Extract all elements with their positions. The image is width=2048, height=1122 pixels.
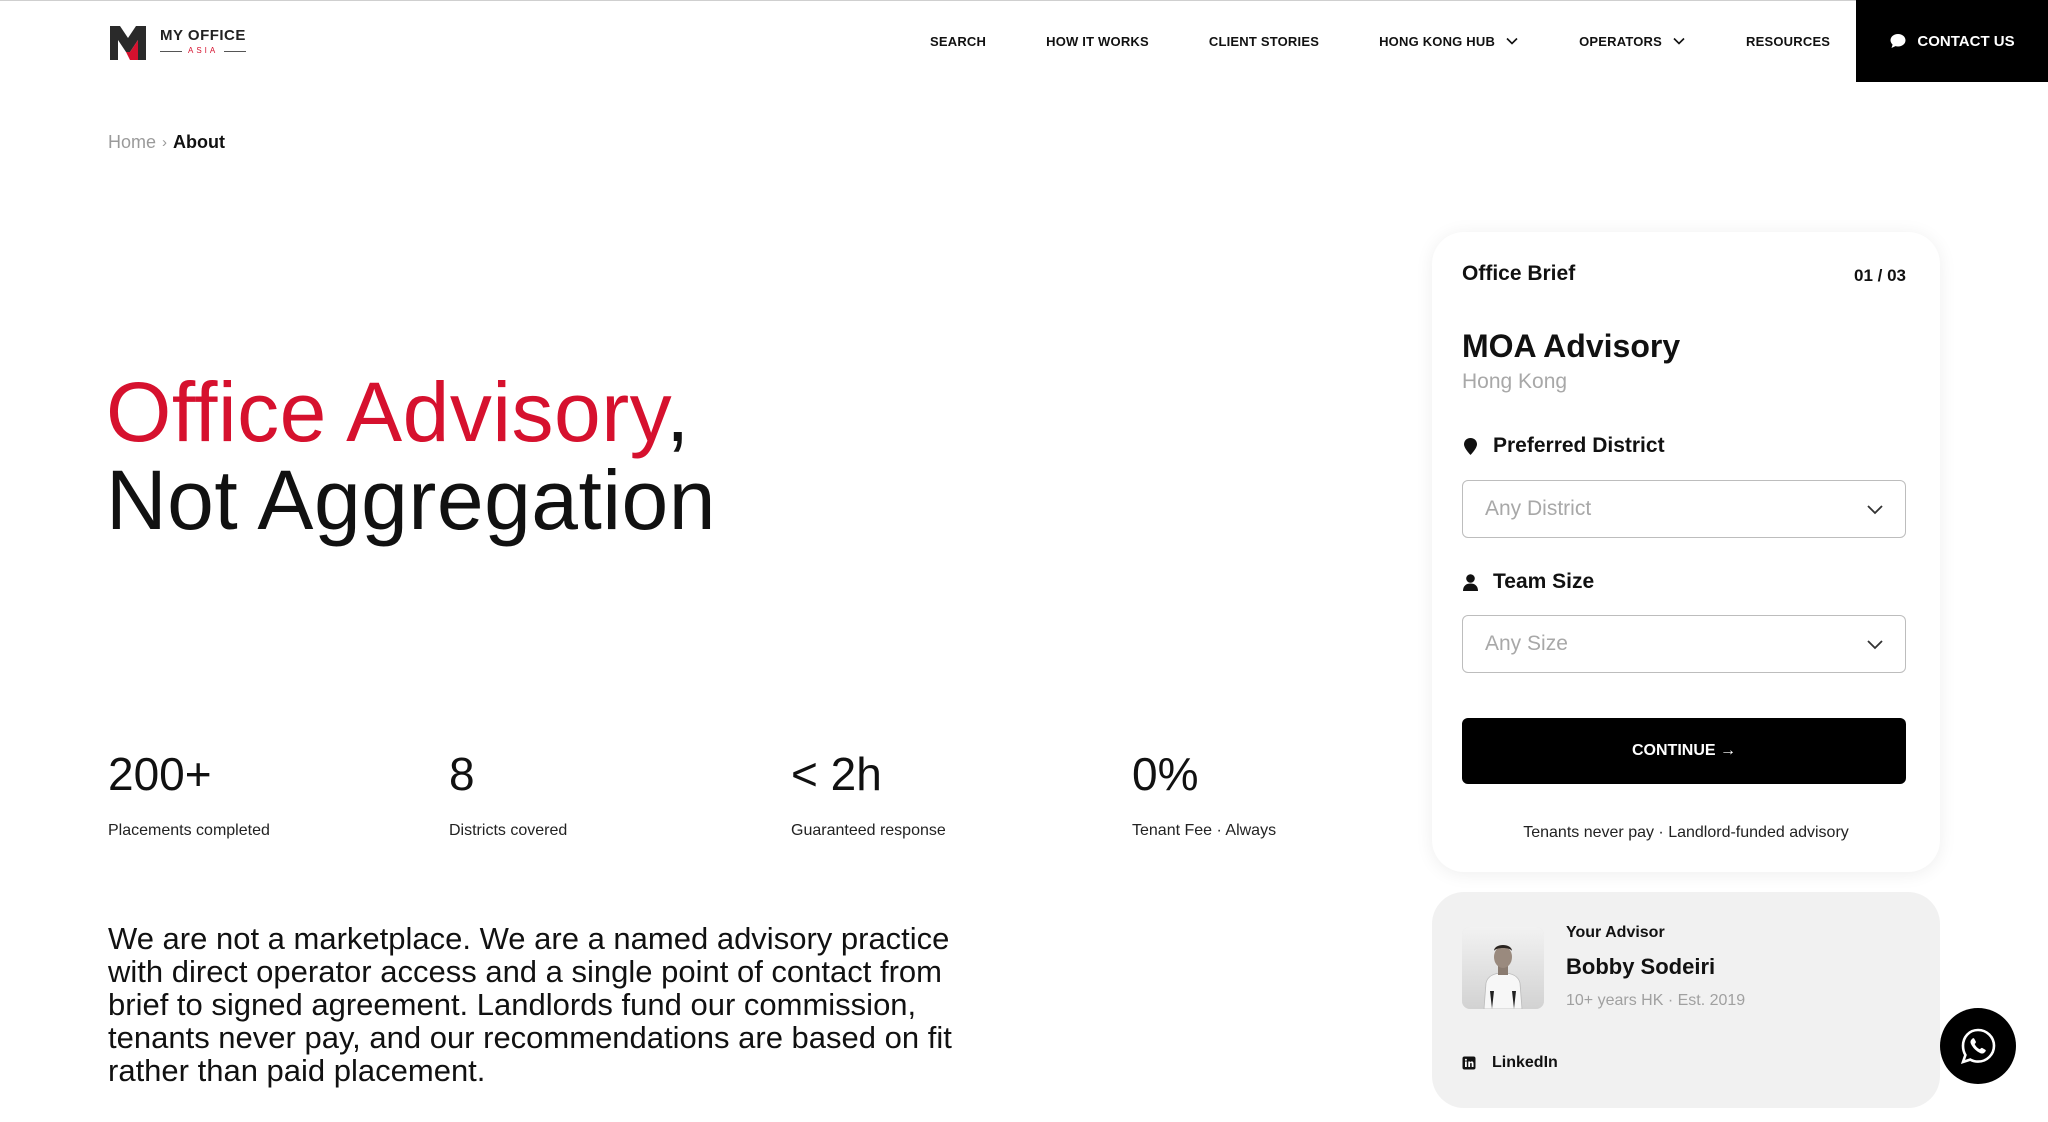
brief-location: Hong Kong bbox=[1462, 370, 1568, 393]
about-paragraph: We are not a marketplace. We are a named advisory practice with direct operator access and a single point of contact from brief to signed agreement. Landlords fund our commission, tenants never pay, and our recommendations are based on fit rather than paid placement. bbox=[108, 921, 952, 1088]
nav-client-stories[interactable] bbox=[1209, 34, 1319, 49]
team-size-label-text: Team Size bbox=[1493, 570, 1595, 593]
stat-label: Placements completed bbox=[108, 822, 270, 839]
team-size-field-label bbox=[1462, 570, 1594, 594]
stat-label: Guaranteed response bbox=[791, 822, 946, 839]
chevron-down-icon bbox=[1505, 34, 1519, 48]
continue-button[interactable] bbox=[1462, 718, 1906, 784]
stat-value: 0% bbox=[1132, 748, 1199, 800]
page-title bbox=[106, 365, 716, 547]
hero-comma: , bbox=[665, 365, 690, 459]
nav-resources[interactable] bbox=[1746, 34, 1830, 49]
breadcrumb-current: About bbox=[173, 132, 225, 152]
advisor-name: Bobby Sodeiri bbox=[1566, 954, 1716, 979]
stat-label: Districts covered bbox=[449, 822, 568, 839]
nav-label: OPERATORS bbox=[1579, 33, 1663, 49]
stat-districts bbox=[449, 748, 567, 840]
logo-name: MY OFFICE bbox=[160, 27, 246, 44]
nav-label: HONG KONG HUB bbox=[1379, 33, 1496, 49]
nav-label: SEARCH bbox=[930, 33, 987, 49]
chat-bubble-icon bbox=[1889, 32, 1907, 50]
linkedin-label: LinkedIn bbox=[1492, 1054, 1558, 1071]
nav-how-it-works[interactable] bbox=[1046, 34, 1149, 49]
hero-title-line2: Not Aggregation bbox=[106, 453, 716, 547]
whatsapp-button[interactable] bbox=[1940, 1008, 2016, 1084]
district-select[interactable] bbox=[1462, 480, 1906, 538]
brief-step-indicator: 01 / 03 bbox=[1854, 266, 1906, 285]
stat-value: < 2h bbox=[791, 748, 882, 800]
nav-label: HOW IT WORKS bbox=[1046, 33, 1149, 49]
linkedin-link[interactable] bbox=[1462, 1054, 1558, 1072]
brief-company-name: MOA Advisory bbox=[1462, 328, 1681, 364]
stat-value: 8 bbox=[449, 748, 475, 800]
advisor-card bbox=[1432, 892, 1940, 1108]
team-size-select-value: Any Size bbox=[1485, 632, 1568, 655]
user-icon bbox=[1462, 573, 1479, 592]
district-label-text: Preferred District bbox=[1493, 434, 1665, 457]
logo-rule bbox=[224, 51, 246, 52]
whatsapp-icon bbox=[1957, 1025, 1999, 1067]
brief-title: Office Brief bbox=[1462, 262, 1576, 285]
stat-response bbox=[791, 748, 946, 840]
breadcrumb-separator: › bbox=[162, 134, 168, 151]
chevron-down-icon bbox=[1672, 34, 1686, 48]
chevron-down-icon bbox=[1865, 499, 1885, 519]
advisor-meta: 10+ years HK · Est. 2019 bbox=[1566, 992, 1746, 1009]
stat-value: 200+ bbox=[108, 748, 212, 800]
team-size-select[interactable] bbox=[1462, 615, 1906, 673]
nav-hong-kong-hub[interactable] bbox=[1379, 34, 1519, 49]
brief-footnote: Tenants never pay · Landlord-funded advisory bbox=[1523, 824, 1849, 841]
stat-placements bbox=[108, 748, 270, 840]
logo-sub-row bbox=[160, 46, 246, 56]
nav-label: RESOURCES bbox=[1746, 33, 1831, 49]
main-nav bbox=[930, 0, 1830, 82]
contact-us-label: CONTACT US bbox=[1917, 32, 2015, 50]
nav-label: CLIENT STORIES bbox=[1208, 33, 1320, 49]
logo-sub: ASIA bbox=[188, 46, 219, 55]
contact-us-button[interactable] bbox=[1856, 0, 2048, 82]
hero-title-accent: Office Advisory bbox=[106, 365, 666, 459]
nav-operators[interactable] bbox=[1579, 34, 1686, 49]
district-select-value: Any District bbox=[1485, 497, 1592, 520]
district-field-label bbox=[1462, 434, 1665, 458]
linkedin-icon bbox=[1462, 1056, 1476, 1070]
nav-search[interactable] bbox=[930, 34, 986, 49]
office-brief-card bbox=[1432, 232, 1940, 872]
chevron-down-icon bbox=[1865, 634, 1885, 654]
stat-tenant-fee bbox=[1132, 748, 1276, 840]
logo-rule bbox=[160, 51, 182, 52]
logo-text bbox=[160, 28, 246, 56]
advisor-photo bbox=[1462, 927, 1544, 1009]
map-pin-icon bbox=[1462, 437, 1479, 456]
continue-label: CONTINUE → bbox=[1632, 742, 1736, 759]
logo-mark-icon bbox=[108, 22, 148, 62]
stat-label: Tenant Fee · Always bbox=[1132, 822, 1277, 839]
avatar bbox=[1462, 927, 1544, 1009]
breadcrumb-home[interactable]: Home bbox=[108, 132, 157, 152]
breadcrumb bbox=[108, 132, 225, 153]
advisor-heading: Your Advisor bbox=[1566, 924, 1665, 941]
site-logo[interactable] bbox=[108, 22, 246, 62]
